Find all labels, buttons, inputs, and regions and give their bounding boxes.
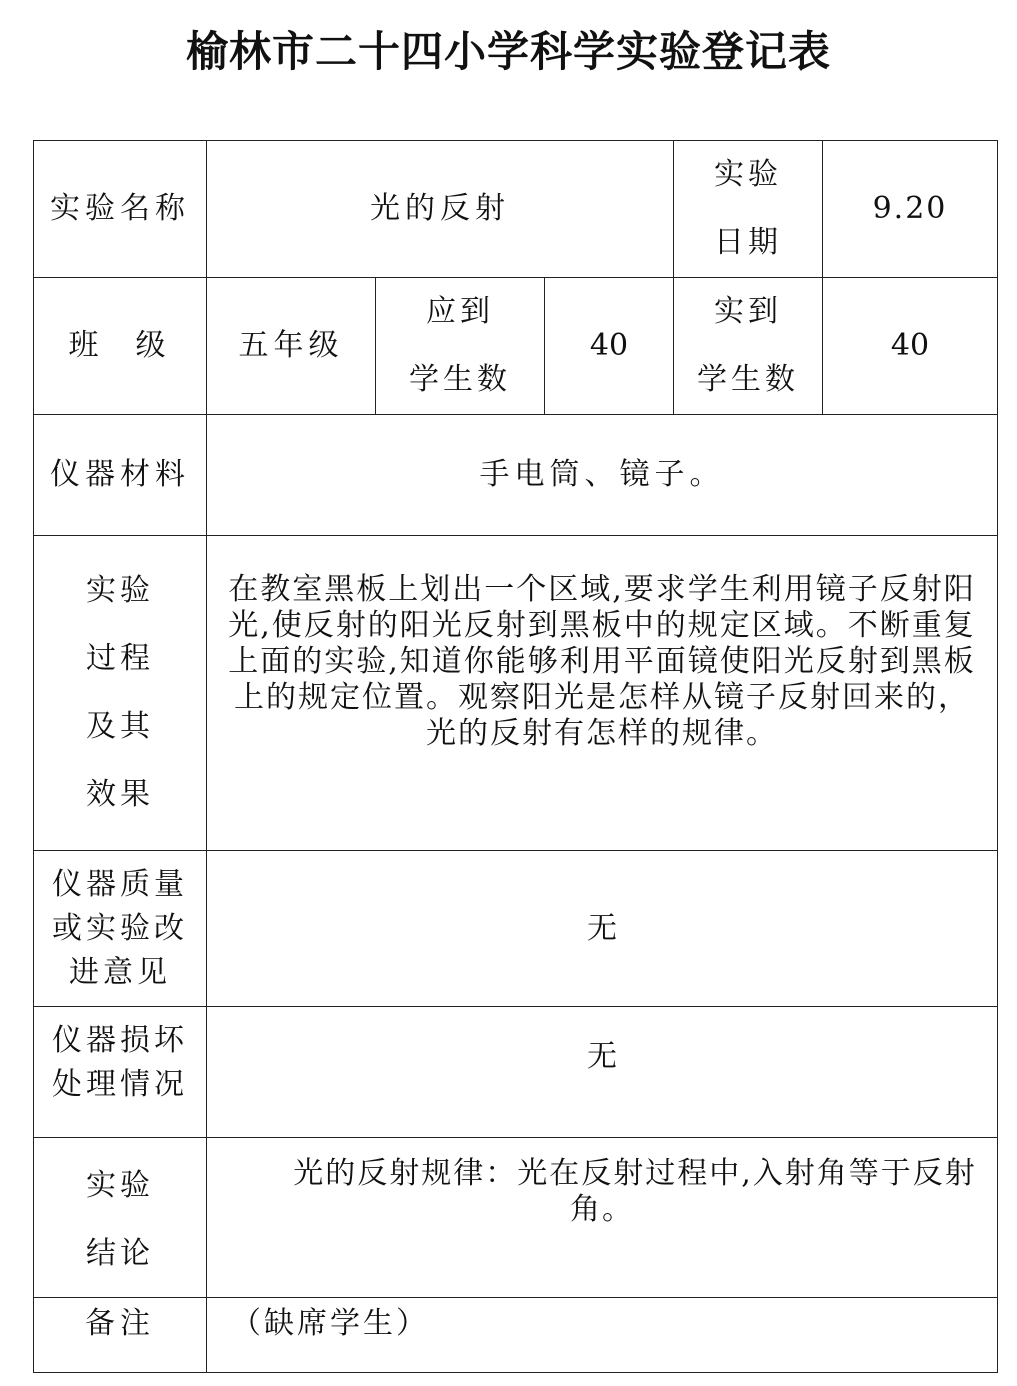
actual-students-value: 40 [823,278,998,415]
process-value: 在教室黑板上划出一个区域,要求学生利用镜子反射阳光,使反射的阳光反射到黑板中的规定区域。不断重复上面的实验,知道你能够利用平面镜使阳光反射到黑板上的规定位置。观察阳光是怎样从镜子反射回来的，光的反射有怎样的规律。 [207,536,998,851]
row-class-info [34,278,998,415]
class-label: 班 级 [34,278,207,415]
expected-label-line2: 学生数 [409,362,511,397]
experiment-date-value: 9.20 [823,141,998,278]
materials-value: 手电筒、镜子。 [207,415,998,536]
class-value: 五年级 [207,278,376,415]
row-remarks [34,1298,998,1373]
process-label [34,536,207,851]
process-label-line2: 过程 [86,641,154,676]
conclusion-text: 光的反射规律：光在反射过程中,入射角等于反射角。 [293,1156,977,1227]
process-label-line1: 实验 [86,573,154,608]
row-materials [34,415,998,536]
expected-label-line1: 应到 [426,294,494,329]
remarks-value: （缺席学生） [207,1298,998,1373]
quality-label [34,851,207,1007]
actual-label-line1: 实到 [714,294,782,329]
process-label-line4: 效果 [86,777,154,812]
experiment-name-label: 实验名称 [34,141,207,278]
form-title: 榆林市二十四小学科学实验登记表 [185,27,831,76]
damage-value: 无 [207,1007,998,1138]
damage-label-line2: 处理情况 [52,1067,188,1102]
row-experiment-name [34,141,998,278]
row-conclusion [34,1138,998,1298]
row-process [34,536,998,851]
row-damage [34,1007,998,1138]
conclusion-label-line1: 实验 [86,1168,154,1203]
experiment-record-table [33,140,998,1373]
damage-label-line1: 仪器损坏 [52,1023,188,1058]
conclusion-label-line2: 结论 [86,1236,154,1271]
process-label-line3: 及其 [86,709,154,744]
quality-label-line3: 进意见 [69,954,171,990]
row-quality [34,851,998,1007]
quality-value: 无 [207,851,998,1007]
experiment-name-value: 光的反射 [207,141,674,278]
actual-students-label [674,278,823,415]
conclusion-value [207,1138,998,1298]
conclusion-label [34,1138,207,1298]
quality-label-line2: 或实验改 [52,910,188,946]
date-label-line2: 日期 [714,225,782,260]
experiment-date-label [674,141,823,278]
quality-label-line1: 仪器质量 [52,866,188,902]
expected-students-label [376,278,545,415]
expected-students-value: 40 [545,278,674,415]
actual-label-line2: 学生数 [697,362,799,397]
damage-label [34,1007,207,1138]
materials-label: 仪器材料 [34,415,207,536]
remarks-label: 备注 [34,1298,207,1373]
date-label-line1: 实验 [714,157,782,192]
